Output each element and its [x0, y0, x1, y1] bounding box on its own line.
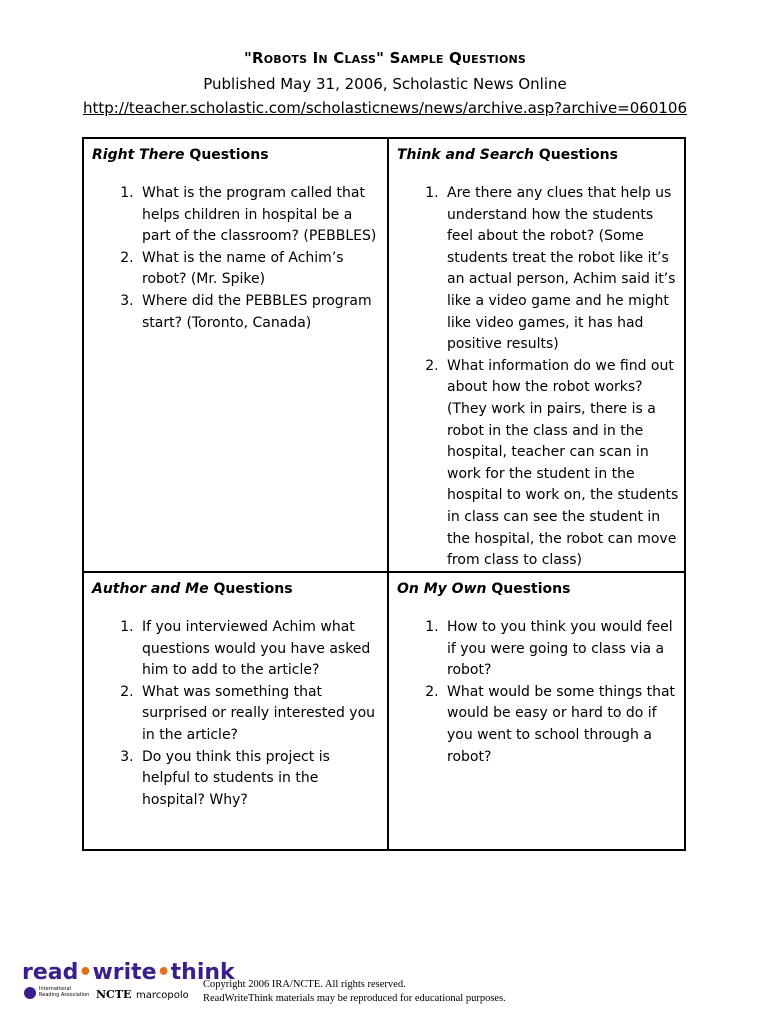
quadrant-heading: Think and Search Questions — [397, 147, 618, 163]
copyright-notice — [203, 978, 506, 1006]
svg-text:Reading Association: Reading Association — [39, 992, 90, 998]
quadrant-on-my-own — [389, 573, 686, 768]
question-item: 2. What is the name of Achim’s robot? (Mr. Spike) — [138, 248, 381, 291]
reproduction-line: ReadWriteThink materials may be reproduced for educational purposes. — [203, 993, 506, 1004]
question-item: 2. What information do we find out about how the robot works? (They work in pairs, there is a robot in the class and in the hospital, teacher can scan in work for the student in the hospital to work on, the students in class can see the student in the hospital, the robot can move from class to class) — [443, 356, 680, 572]
quadrant-author-and-me — [84, 573, 387, 811]
quadrant-right-there — [84, 139, 387, 334]
question-list — [397, 183, 680, 572]
question-list — [92, 617, 381, 811]
question-list — [92, 183, 381, 334]
question-item: 2. What would be some things that would be easy or hard to do if you went to school through a robot? — [443, 682, 680, 768]
svg-text:marcopolo: marcopolo — [136, 990, 189, 1001]
quadrant-heading: Right There Questions — [92, 147, 269, 163]
quadrant-heading: On My Own Questions — [397, 581, 571, 597]
source-url[interactable]: http://teacher.scholastic.com/scholasticnews/news/archive.asp?archive=060106 — [82, 99, 688, 117]
question-item: 1. If you interviewed Achim what questions would you have asked him to add to the article? — [138, 617, 381, 682]
document-title: "Robots In Class" Sample Questions — [243, 49, 527, 67]
question-item: 1. What is the program called that helps children in hospital be a part of the classroom? (PEBBLES) — [138, 183, 381, 248]
question-item: 1. Are there any clues that help us understand how the students feel about the robot? (Some students treat the robot like it’s an actual person, Achim said it’s like a video game and he might like video games, it has had positive results) — [443, 183, 680, 356]
document-header — [0, 47, 770, 119]
document-footer — [20, 955, 760, 1015]
question-item: 1. How to you think you would feel if you were going to class via a robot? — [443, 617, 680, 682]
question-item: 3. Do you think this project is helpful to students in the hospital? Why? — [138, 747, 381, 812]
svg-text:International: International — [39, 986, 71, 992]
svg-text:read•write•think: read•write•think — [22, 960, 235, 985]
readwritethink-logo — [20, 955, 235, 1007]
quadrant-think-and-search — [389, 139, 686, 572]
question-item: 2. What was something that surprised or really interested you in the article? — [138, 682, 381, 747]
quadrant-heading: Author and Me Questions — [92, 581, 293, 597]
copyright-line: Copyright 2006 IRA/NCTE. All rights reserved. — [203, 979, 406, 990]
svg-text:NCTE: NCTE — [96, 988, 132, 1001]
question-item: 3. Where did the PEBBLES program start? (Toronto, Canada) — [138, 291, 381, 334]
questions-grid — [82, 137, 686, 851]
question-list — [397, 617, 680, 768]
publication-line: Published May 31, 2006, Scholastic News Online — [203, 75, 567, 93]
